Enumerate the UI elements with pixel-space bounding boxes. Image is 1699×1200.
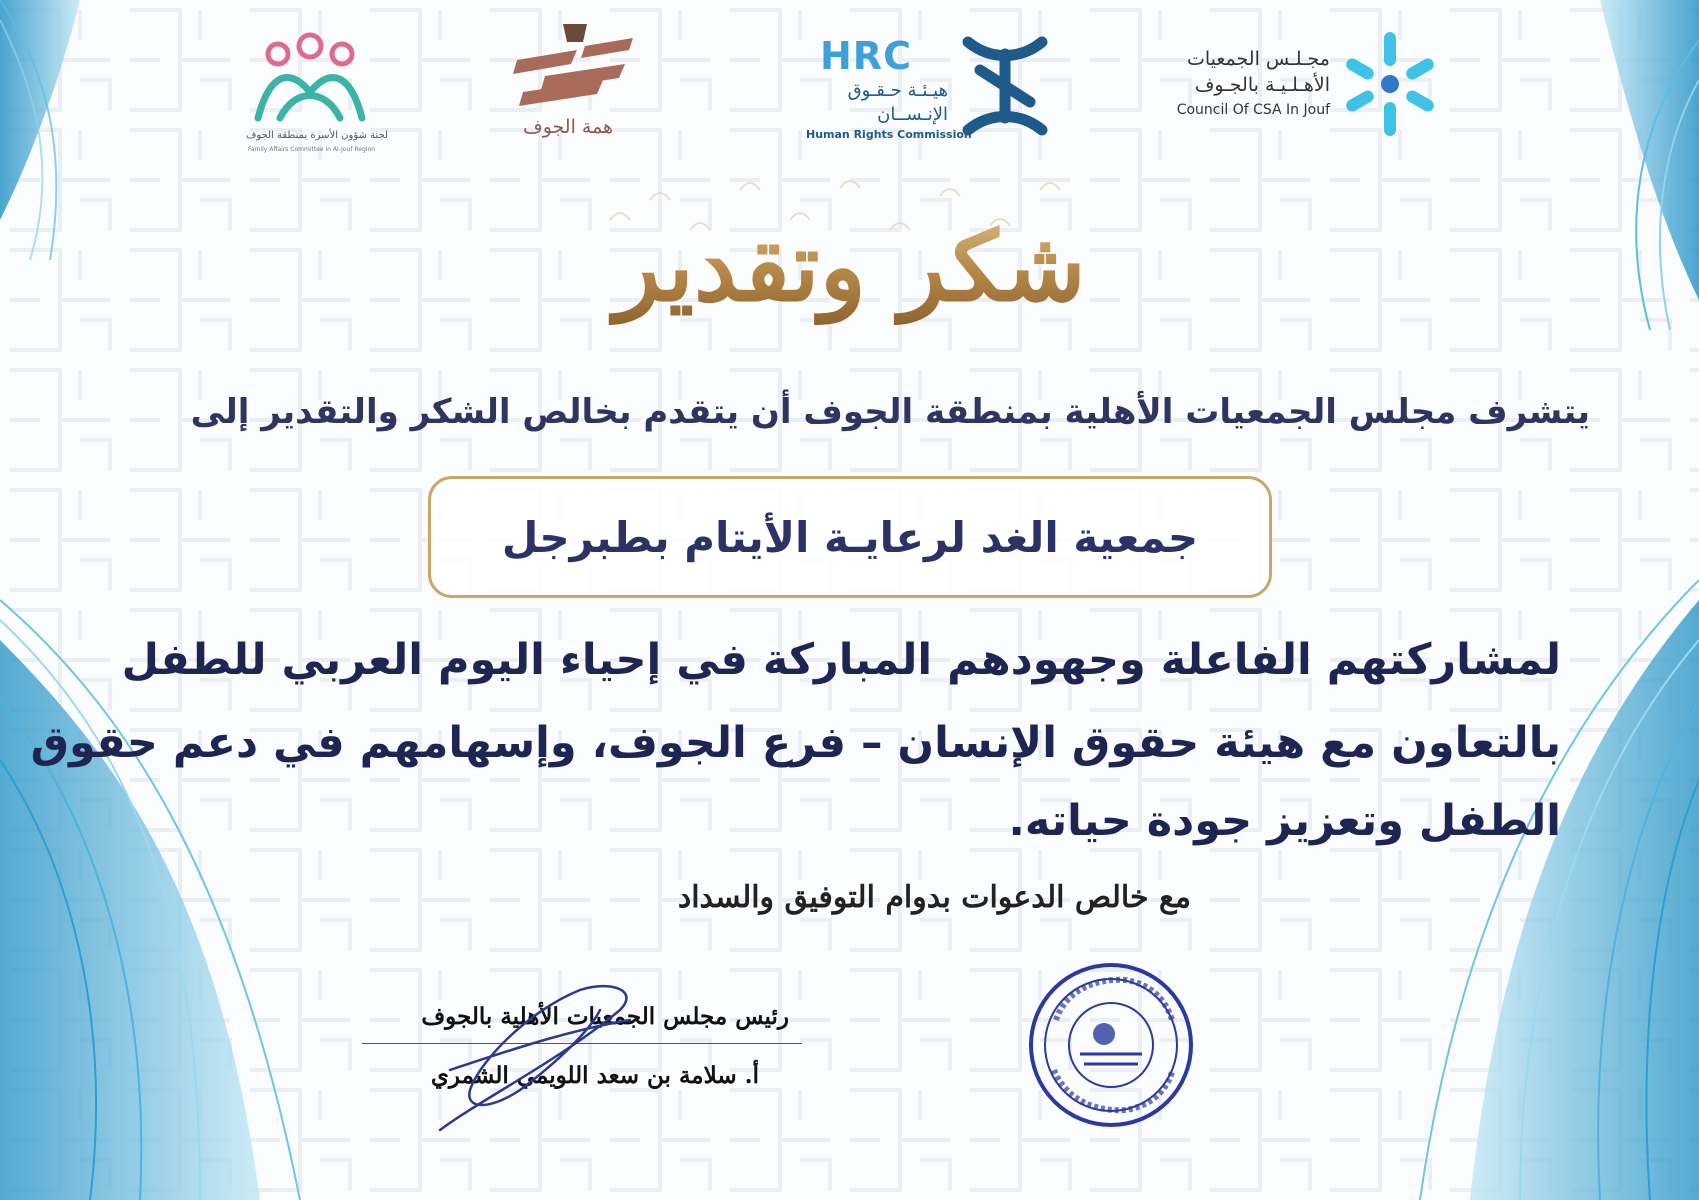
himma-label: همة الجوف (523, 116, 614, 138)
hrc-arabic-line1: هيـئـة حـقـوق (847, 80, 948, 101)
hrc-logo (800, 28, 1060, 148)
csa-english: Council Of CSA In Jouf (1176, 102, 1330, 118)
handwritten-signature (420, 950, 660, 1150)
body-line-2: بالتعاون مع هيئة حقوق الإنسان – فرع الجوف، وإسهامهم في دعم حقوق (30, 718, 1561, 768)
csa-star-icon (1340, 30, 1440, 138)
calligraphy-title (590, 160, 1110, 360)
hrc-emblem-icon (960, 30, 1050, 142)
family-arabic: لجنة شؤون الأسرة بمنطقة الجوف (246, 130, 388, 141)
family-committee-logo (240, 32, 388, 162)
intro-text: يتشرف مجلس الجمعيات الأهلية بمنطقة الجوف أن يتقدم بخالص الشكر والتقدير إلى (190, 392, 1590, 432)
recipient-name: جمعية الغد لرعايـة الأيتام بطبرجل (501, 512, 1199, 562)
csa-arabic-line1: مجـلـس الجمعيات (1186, 48, 1330, 70)
family-emblem-icon (240, 32, 380, 127)
csa-arabic-line2: الأهـلـيـة بالجـوف (1194, 74, 1330, 96)
signatory-name: أ. سلامة بن سعد اللويمي الشمري (430, 1062, 759, 1089)
himma-emblem-icon (505, 20, 645, 115)
official-stamp (1026, 960, 1196, 1130)
hrc-english: Human Rights Commission (806, 128, 972, 141)
recipient-box (428, 476, 1272, 598)
hrc-acronym: HRC (820, 34, 912, 78)
family-english: Family Affairs Committee in Al-Jouf Region (248, 146, 375, 153)
body-line-3: الطفل وتعزيز جودة حياته. (1008, 796, 1561, 846)
hrc-arabic-line2: الإنـســان (877, 104, 948, 125)
body-line-1: لمشاركتهم الفاعلة وجهودهم المباركة في إحياء اليوم العربي للطفل (121, 635, 1561, 685)
signatory-title: رئيس مجلس الجمعيات الأهلية بالجوف (421, 1003, 789, 1030)
title-text: شكر وتقدير (614, 210, 1086, 323)
csa-logo (1160, 30, 1440, 140)
himma-logo (505, 20, 645, 150)
closing-text: مع خالص الدعوات بدوام التوفيق والسداد (677, 880, 1191, 915)
